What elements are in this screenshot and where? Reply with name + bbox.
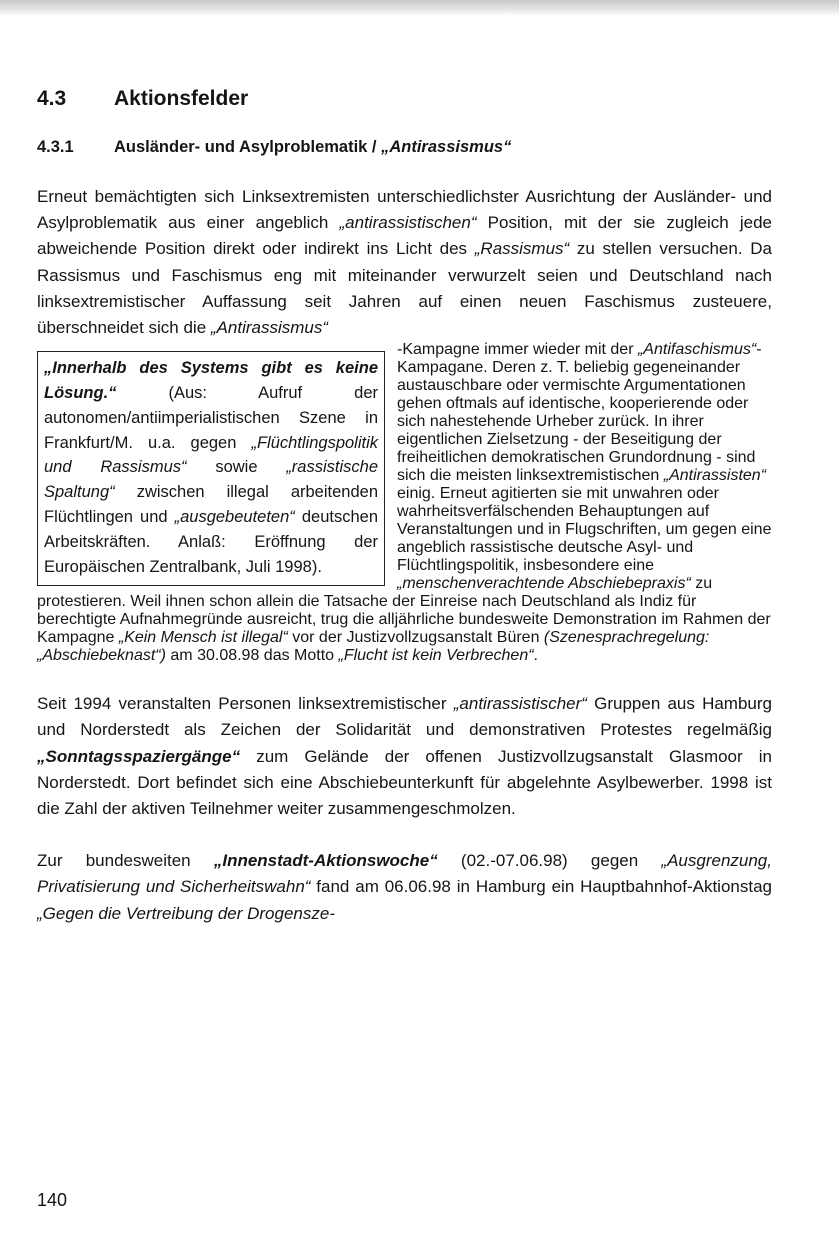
text: deutschen Arbeitskräften. Anlaß: Eröffnung der Europäischen Zentralbank, Juli 1998). <box>44 508 378 576</box>
text: fand am 06.06.98 in Hamburg ein Hauptbahnhof-Aktionstag <box>310 877 772 897</box>
italic-term: „antirassistischer“ <box>453 694 587 714</box>
text: Zur bundesweiten <box>37 851 214 871</box>
text: Gruppen aus Hamburg und Norderstedt als Zeichen der Solidarität und demonstrativen Protestes regelmäßig <box>37 694 772 740</box>
subsection-heading <box>37 134 772 160</box>
paragraph-antirassismus <box>37 184 772 341</box>
italic-term: „Ausgrenzung, Privatisierung und Sicherheitswahn“ <box>37 851 772 897</box>
quote-text: „Innerhalb des Systems gibt es keine Lösung.“ <box>44 359 378 403</box>
text: . <box>533 647 538 665</box>
subsection-title-emphasis: „Antirassismus“ <box>381 138 512 156</box>
italic-term: (Szenesprachregelung: „Abschiebeknast“) <box>37 629 710 665</box>
italic-term: „Flucht ist kein Verbrechen“ <box>338 647 534 665</box>
italic-term: „Rassismus“ <box>474 239 570 259</box>
italic-term: „Antirassismus“ <box>210 318 329 338</box>
text: -Kampagane. Deren z. T. beliebig gegeneinander austauschbare oder vermischte Argumentationen gehen oftmals auf identische, kooperierende oder sich nahestehende Urheber zurück. In ihrer eigentlichen Zielsetzung - der Beseitigung der freiheitlichen demokratischen Grundordnung - sind sich die meisten linksextremistischen <box>397 341 762 485</box>
section-heading <box>37 82 772 116</box>
text: zwischen illegal arbeitenden Flüchtlingen und <box>44 483 378 526</box>
italic-term: „rassistische Spaltung“ <box>44 458 378 502</box>
section-number: 4.3 <box>37 87 67 110</box>
text: zu stellen versuchen. Da Rassismus und Faschismus eng mit miteinander verwurzelt seien und Deutschland nach linksextremistischer Auffassung seit Jahren auf einen neuen Faschismus zusteuere, überschneidet sich die <box>37 239 772 338</box>
text: Seit 1994 veranstalten Personen linksextremistischer <box>37 694 454 714</box>
italic-term: „menschenverachtende Abschiebepraxis“ <box>397 575 691 593</box>
page-content <box>37 82 772 927</box>
section-title: Aktionsfelder <box>114 87 249 110</box>
bold-italic-term: „Sonntagsspaziergänge“ <box>37 746 241 766</box>
scan-top-edge <box>0 0 839 16</box>
text: Position, mit der sie zugleich jede abweichende Position direkt oder indirekt ins Licht des <box>37 213 772 259</box>
subsection-title: Ausländer- und Asylproblematik / <box>114 138 382 156</box>
italic-term: „Gegen die Vertreibung der Drogensze- <box>37 903 335 923</box>
italic-term: „Flüchtlingspolitik und Rassismus“ <box>44 433 378 477</box>
text: einig. Erneut agitierten sie mit unwahren oder wahrheitsverfälschenden Behauptungen auf Veranstaltungen und in Flugschriften, um gegen eine angeblich rassistische deutsche Asyl- und Flüchtlingspolitik, insbesondere eine <box>397 485 772 575</box>
page-number: 140 <box>37 1190 68 1210</box>
text: sowie <box>186 458 287 477</box>
text: Erneut bemächtigten sich Linksextremisten unterschiedlichster Ausrichtung der Ausländer- und Asylproblematik aus einer angeblich <box>37 187 772 233</box>
subsection-number: 4.3.1 <box>37 138 74 156</box>
italic-term: „Antirassisten“ <box>663 467 767 485</box>
quote-box <box>37 351 385 586</box>
italic-term: „Antifaschismus“ <box>637 341 757 359</box>
italic-term: „antirassistischen“ <box>339 213 477 233</box>
italic-term: „ausgebeuteten“ <box>174 508 295 526</box>
text: zu protestieren. Weil ihnen schon allein die Tatsache der Einreise nach Deutschland als Indiz für berechtigte Aufnahmegründe ausreicht, trug die alljährliche bundesweite Demonstration im Rahmen der Kampagne <box>37 575 771 647</box>
text: zum Gelände der offenen Justizvollzugsanstalt Glasmoor in Norderstedt. Dort befindet sich eine Abschiebeunterkunft für abgelehnte Asylbewerber. 1998 ist die Zahl der aktiven Teilnehmer weiter zusammengeschmolzen. <box>37 746 772 819</box>
paragraph-sonntagsspaziergaenge <box>37 691 772 822</box>
text: (02.-07.06.98) gegen <box>437 851 662 871</box>
text: am 30.08.98 das Motto <box>165 647 339 665</box>
text: (Aus: Aufruf der autonomen/antiimperialistischen Szene in Frankfurt/M. u.a. gegen <box>44 384 378 452</box>
bold-italic-term: „Innenstadt-Aktionswoche“ <box>213 851 438 871</box>
text: -Kampagne immer wieder mit der <box>397 341 638 359</box>
italic-term: „Kein Mensch ist illegal“ <box>118 629 288 647</box>
paragraph-innenstadt-aktionswoche <box>37 848 772 927</box>
text: vor der Justizvollzugsanstalt Büren <box>287 629 544 647</box>
